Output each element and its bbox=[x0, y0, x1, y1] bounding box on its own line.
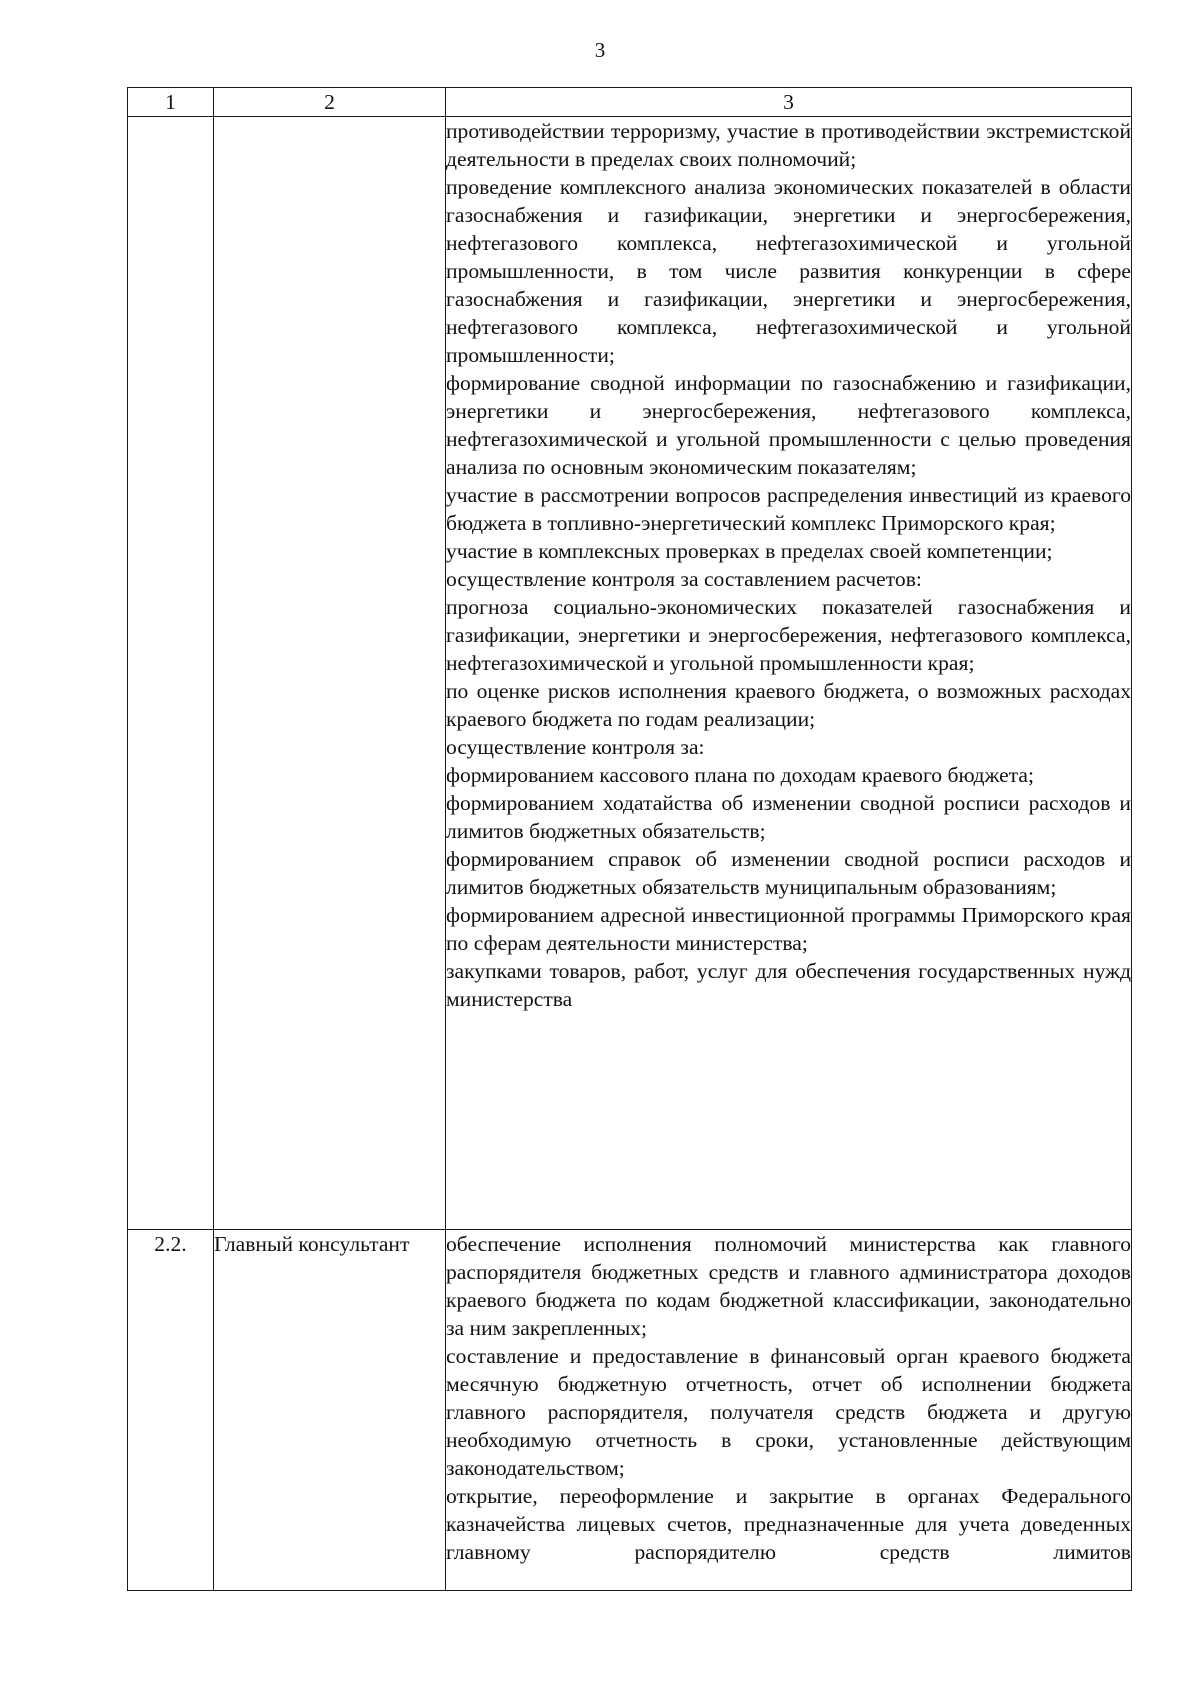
duty-item: прогноза социально-экономических показателей газоснабжения и газификации, энергетики и энергосбережения, нефтегазового комплекса, нефтегазохимической и угольной промышленности края; bbox=[446, 595, 1131, 675]
duty-item: формированием кассового плана по доходам краевого бюджета; bbox=[446, 763, 1034, 787]
table-row bbox=[128, 117, 1132, 1230]
duty-item: формирование сводной информации по газоснабжению и газификации, энергетики и энергосбережения, нефтегазового комплекса, нефтегазохимической и угольной промышленности с целью проведения анализа по основным экономическим показателям; bbox=[446, 371, 1131, 479]
duty-item: обеспечение исполнения полномочий министерства как главного распорядителя бюджетных средств и главного администратора доходов краевого бюджета по кодам бюджетной классификации, законодательно за ним закрепленных; bbox=[446, 1232, 1131, 1340]
column-header-1: 1 bbox=[128, 88, 214, 117]
duty-item: участие в рассмотрении вопросов распределения инвестиций из краевого бюджета в топливно-энергетический комплекс Приморского края; bbox=[446, 483, 1131, 535]
table-row bbox=[128, 1230, 1132, 1591]
duty-item: проведение комплексного анализа экономических показателей в области газоснабжения и газификации, энергетики и энергосбережения, нефтегазового комплекса, нефтегазохимической и угольной промышленности, в том числе развития конкуренции в сфере газоснабжения и газификации, энергетики и энергосбережения, нефтегазового комплекса, нефтегазохимической и угольной промышленности; bbox=[446, 175, 1131, 367]
duty-item: участие в комплексных проверках в пределах своей компетенции; bbox=[446, 539, 1053, 563]
row-number-cell: 2.2. bbox=[128, 1230, 214, 1591]
column-header-2: 2 bbox=[214, 88, 446, 117]
duties-cell bbox=[446, 117, 1132, 1230]
duty-item: закупками товаров, работ, услуг для обеспечения государственных нужд министерства bbox=[446, 959, 1131, 1011]
column-header-3: 3 bbox=[446, 88, 1132, 117]
duty-item: формированием адресной инвестиционной программы Приморского края по сферам деятельности министерства; bbox=[446, 903, 1131, 955]
duty-item: осуществление контроля за составлением расчетов: bbox=[446, 567, 922, 591]
duty-item: формированием ходатайства об изменении сводной росписи расходов и лимитов бюджетных обязательств; bbox=[446, 791, 1131, 843]
row-number-cell bbox=[128, 117, 214, 1230]
duty-item: осуществление контроля за: bbox=[446, 735, 705, 759]
duty-item: открытие, переоформление и закрытие в органах Федерального казначейства лицевых счетов, предназначенные для учета доведенных главному распорядителю средств лимитов bbox=[446, 1484, 1131, 1564]
page-number: 3 bbox=[594, 38, 606, 62]
table-header-row bbox=[128, 88, 1132, 117]
duty-item: по оценке рисков исполнения краевого бюджета, о возможных расходах краевого бюджета по годам реализации; bbox=[446, 679, 1131, 731]
duties-table bbox=[127, 87, 1132, 1591]
position-cell: Главный консультант bbox=[214, 1230, 446, 1591]
duty-item: составление и предоставление в финансовый орган краевого бюджета месячную бюджетную отчетность, отчет об исполнении бюджета главного распорядителя, получателя средств бюджета и другую необходимую отчетность в сроки, установленные действующим законодательством; bbox=[446, 1344, 1131, 1480]
duties-cell bbox=[446, 1230, 1132, 1591]
position-cell bbox=[214, 117, 446, 1230]
duty-item: формированием справок об изменении сводной росписи расходов и лимитов бюджетных обязательств муниципальным образованиям; bbox=[446, 847, 1131, 899]
duty-item: противодействии терроризму, участие в противодействии экстремистской деятельности в пределах своих полномочий; bbox=[446, 119, 1131, 171]
